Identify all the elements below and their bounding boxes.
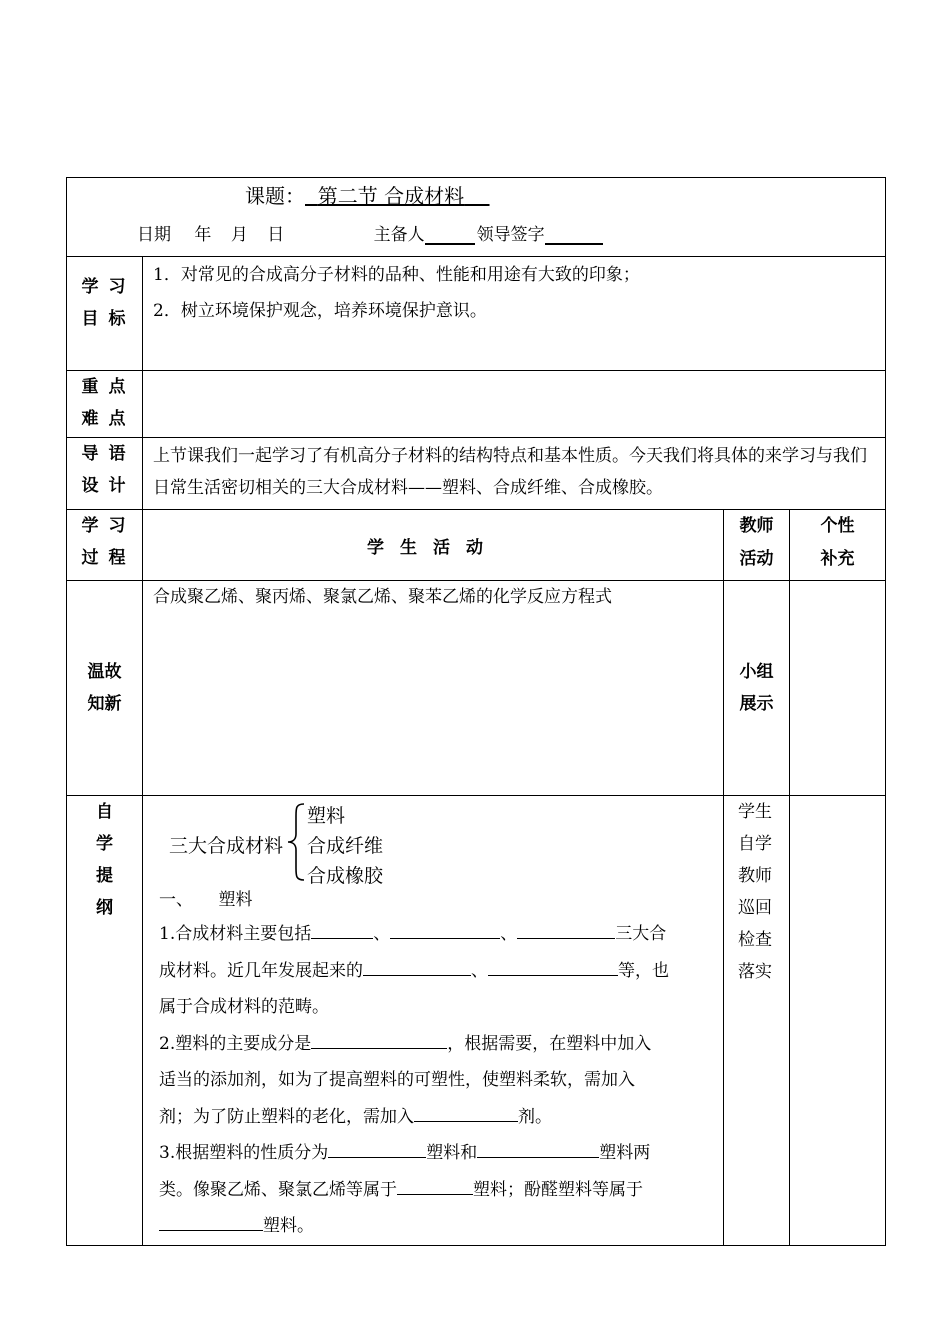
question-1: 1.合成材料主要包括 、 、 三大合 成材料。近几年发展起来的 、 等，也 属于合成材料的范畴。 bbox=[159, 924, 669, 1017]
self-study-cell bbox=[143, 796, 724, 1246]
header-meta bbox=[137, 220, 617, 245]
process-label: 学 习 过 程 bbox=[67, 510, 143, 581]
diagram-branch-fiber: 合成纤维 bbox=[307, 835, 384, 857]
blank[interactable] bbox=[397, 1178, 473, 1195]
materials-diagram bbox=[159, 796, 713, 887]
self-study-label: 自 学 提 纲 bbox=[67, 796, 143, 1246]
student-activity-header: 学生活动 bbox=[143, 510, 724, 581]
title-prefix: 课题： bbox=[245, 184, 305, 208]
self-study-teacher: 学生 自学 教师 巡回 检查 落实 bbox=[724, 796, 790, 1246]
leader-label: 领导签字 bbox=[476, 225, 545, 245]
review-teacher: 小组 展示 bbox=[724, 581, 790, 796]
blank[interactable] bbox=[488, 959, 618, 976]
teacher-activity-header: 教师 活动 bbox=[724, 510, 790, 581]
date-label: 日期 bbox=[137, 225, 171, 245]
section-one-heading: 一、 塑料 bbox=[159, 890, 253, 910]
self-study-personal[interactable] bbox=[790, 796, 886, 1246]
blank[interactable] bbox=[311, 1032, 447, 1049]
blank[interactable] bbox=[328, 1141, 426, 1158]
page-title bbox=[245, 180, 490, 209]
day-label: 日 bbox=[267, 225, 285, 245]
leader-blank[interactable] bbox=[545, 225, 603, 245]
personal-supplement-header: 个性 补充 bbox=[790, 510, 886, 581]
goal-2: 2．树立环境保护观念，培养环境保护意识。 bbox=[153, 301, 487, 321]
blank[interactable] bbox=[159, 1214, 263, 1231]
month-label: 月 bbox=[230, 225, 248, 245]
review-text: 合成聚乙烯、聚丙烯、聚氯乙烯、聚苯乙烯的化学反应方程式 bbox=[153, 587, 612, 607]
brace-icon bbox=[284, 802, 308, 882]
title-text: 第二节 合成材料 bbox=[317, 184, 465, 208]
intro-text: 上节课我们一起学习了有机高分子材料的结构特点和基本性质。今天我们将具体的来学习与我们日常生活密切相关的三大合成材料——塑料、合成纤维、合成橡胶。 bbox=[143, 438, 886, 510]
blank[interactable] bbox=[390, 922, 500, 939]
review-cell bbox=[143, 581, 724, 796]
blank[interactable] bbox=[363, 959, 471, 976]
blank[interactable] bbox=[414, 1105, 518, 1122]
blank[interactable] bbox=[477, 1141, 599, 1158]
keypoints-label: 重 点 难 点 bbox=[67, 371, 143, 438]
year-label: 年 bbox=[194, 225, 212, 245]
preparer-label: 主备人 bbox=[373, 225, 425, 245]
blank[interactable] bbox=[311, 922, 373, 939]
goal-1: 1．对常见的合成高分子材料的品种、性能和用途有大致的印象； bbox=[153, 265, 640, 285]
header-cell bbox=[67, 178, 886, 257]
diagram-root: 三大合成材料 bbox=[169, 835, 284, 857]
question-2: 2.塑料的主要成分是 ，根据需要，在塑料中加入 适当的添加剂，如为了提高塑料的可塑性，使塑料柔软，需加入 剂；为了防止塑料的老化，需加入 剂。 bbox=[159, 1033, 652, 1127]
keypoints-cell[interactable] bbox=[143, 371, 886, 438]
review-personal[interactable] bbox=[790, 581, 886, 796]
question-3: 3.根据塑料的性质分为 塑料和 塑料两 类。像聚乙烯、聚氯乙烯等属于 塑料；酚醛塑料等属于 塑料。 bbox=[159, 1143, 651, 1236]
preparer-blank[interactable] bbox=[425, 225, 475, 245]
diagram-branch-plastic: 塑料 bbox=[307, 805, 346, 827]
review-label: 温故 知新 bbox=[67, 581, 143, 796]
diagram-branch-rubber: 合成橡胶 bbox=[307, 865, 384, 887]
intro-label: 导 语 设 计 bbox=[67, 438, 143, 510]
lesson-plan-table bbox=[66, 177, 886, 1246]
goals-cell bbox=[143, 257, 886, 371]
goals-label: 学 习 目 标 bbox=[67, 257, 143, 371]
blank[interactable] bbox=[517, 922, 615, 939]
